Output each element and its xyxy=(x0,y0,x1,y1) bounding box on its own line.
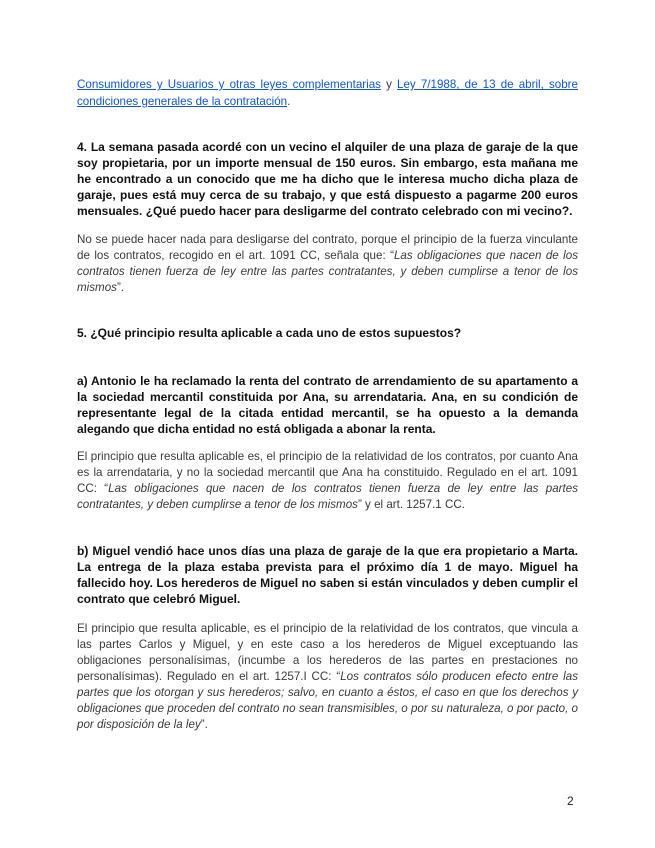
answer-5a-quote: Las obligaciones que nacen de los contratos tienen fuerza de ley entre las partes contratantes, y deben cumplirse a tenor de los mismos xyxy=(77,482,578,511)
intro-paragraph xyxy=(77,76,578,110)
answer-5a-text: El principio que resulta aplicable es, el principio de la relatividad de los contratos, por cuanto Ana es la arrendataria, y no la sociedad mercantil que Ana ha constituido. Regulado en el art. 1091 CC: “ xyxy=(77,450,578,495)
answer-5a xyxy=(77,449,578,513)
answer-4-text: No se puede hacer nada para desligarse del contrato, porque el principio de la fuerza vinculante de los contratos, recogido en el art. 1091 CC, señala que: “ xyxy=(77,233,578,262)
answer-4 xyxy=(77,232,578,296)
intro-end: . xyxy=(287,95,291,108)
answer-4-quote: Las obligaciones que nacen de los contratos tienen fuerza de ley entre las partes contratantes, y deben cumplirse a tenor de los mismos xyxy=(77,249,578,294)
answer-5b-quote: Los contratos sólo producen efecto entre las partes que los otorgan y sus herederos; salvo, en cuanto a éstos, el caso en que los derechos y obligaciones que proceden del contrato no sean transmisibles, o por su naturaleza, o por pacto, o por disposición de la ley xyxy=(77,670,579,731)
answer-5a-end: ” y el art. 1257.1 CC. xyxy=(357,498,465,511)
intro-conjunction: y xyxy=(380,78,398,91)
answer-5b xyxy=(77,621,578,733)
answer-5b-text: El principio que resulta aplicable, es el principio de la relatividad de los contratos, que vincula a las partes Carlos y Miguel, y en este caso a los herederos de Miguel exceptuando las obligaciones personalísimas, (incumbe a los herederos de las partes en prestaciones no personalísimas). Regulado en el art. 1257.I CC: “ xyxy=(77,622,578,683)
question-5a-text: a) Antonio le ha reclamado la renta del contrato de arrendamiento de su apartamento a la sociedad mercantil constituida por Ana, su arrendataria. Ana, en su condición de representante legal de la citada entidad mercantil, se ha opuesto a la demanda alegando que dicha entidad no está obligada a abonar la renta. xyxy=(77,374,578,436)
question-5a xyxy=(77,373,578,437)
question-5b-text: b) Miguel vendió hace unos días una plaza de garaje de la que era propietario a Marta. La entrega de la plaza estaba prevista para el próximo día 1 de mayo. Miguel ha fallecido hoy. Los herederos de Miguel no saben si están vinculados y deben cumplir el contrato que celebró Miguel. xyxy=(77,544,578,606)
question-5b xyxy=(77,543,578,607)
link-consumidores[interactable]: Consumidores y Usuarios y otras leyes complementarias xyxy=(77,78,381,91)
answer-4-end: ”. xyxy=(116,281,125,294)
page-number: 2 xyxy=(567,794,574,808)
question-4-text: 4. La semana pasada acordé con un vecino el alquiler de una plaza de garaje de la que soy propietaria, por un importe mensual de 150 euros. Sin embargo, esta mañana me he encontrado a un conocido que me ha dicho que le interesa mucho dicha plaza de garaje, pues está muy cerca de su trabajo, y que está dispuesto a pagarme 200 euros mensuales. ¿Qué puedo hacer para desligarme del contrato celebrado con mi vecino?. xyxy=(77,140,578,218)
question-4 xyxy=(77,139,578,219)
question-5-text: 5. ¿Qué principio resulta aplicable a cada uno de estos supuestos? xyxy=(77,326,462,340)
answer-5b-end: ”. xyxy=(200,718,208,731)
link-ley-7-1988[interactable]: Ley 7/1988, de 13 de abril, sobre condiciones generales de la contratación xyxy=(77,78,578,108)
question-5 xyxy=(77,325,578,341)
